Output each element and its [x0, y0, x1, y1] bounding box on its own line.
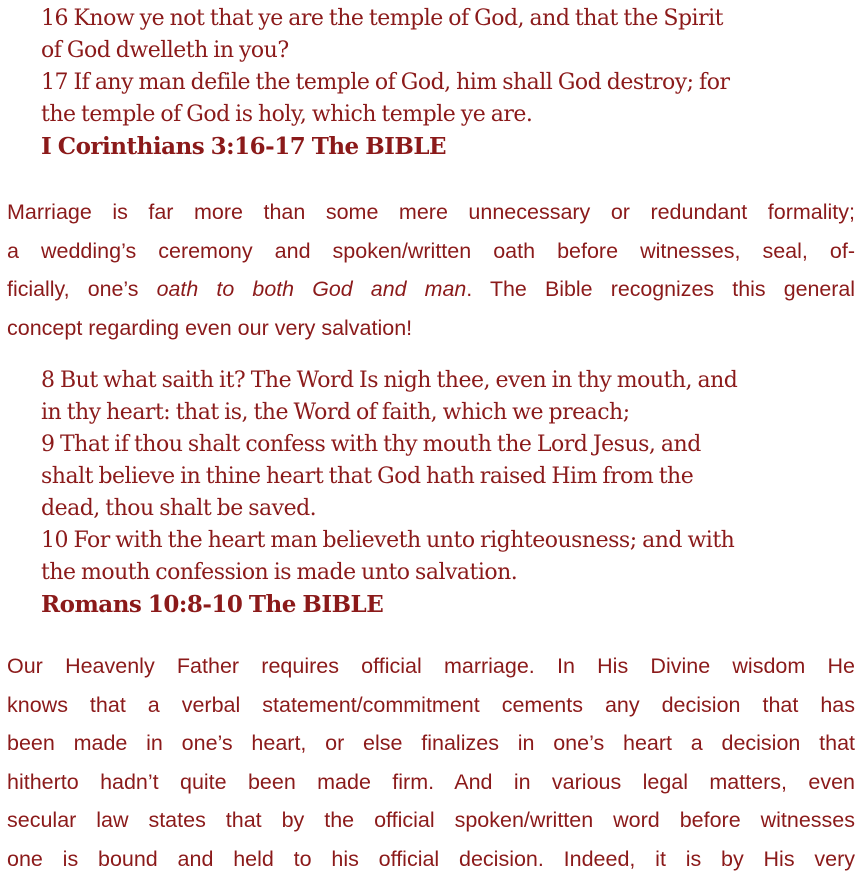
verse-line: shalt believe in thine heart that God hath raised Him from the	[41, 461, 841, 493]
verse-line: 10 For with the heart man believeth unto righteousness; and with	[41, 525, 841, 557]
verse-line: 9 That if thou shalt confess with thy mouth the Lord Jesus, and	[41, 429, 841, 461]
paragraph-line: Marriage is far more than some mere unnecessary or redundant formality;	[7, 193, 855, 232]
paragraph-line: concept regarding even our very salvation!	[7, 309, 855, 348]
paragraph-line: a wedding’s ceremony and spoken/written oath before witnesses, seal, of-	[7, 232, 855, 271]
scripture-quote-corinthians	[41, 3, 841, 163]
paragraph-line: been made in one’s heart, or else finalizes in one’s heart a decision that	[7, 724, 855, 763]
text-run: ficially, one’s	[7, 277, 157, 301]
paragraph-line: hitherto hadn’t quite been made firm. And in various legal matters, even	[7, 763, 855, 802]
paragraph-line: one is bound and held to his official decision. Indeed, it is by His very	[7, 840, 855, 878]
text-run: . The Bible recognizes this general	[466, 277, 855, 301]
paragraph-line: secular law states that by the official spoken/written word before witnesses	[7, 801, 855, 840]
verse-line: of God dwelleth in you?	[41, 35, 841, 67]
verse-line: 16 Know ye not that ye are the temple of God, and that the Spirit	[41, 3, 841, 35]
scripture-reference: Romans 10:8-10 The BIBLE	[41, 589, 841, 621]
paragraph-line: Our Heavenly Father requires official marriage. In His Divine wisdom He	[7, 647, 855, 686]
scripture-quote-romans	[41, 365, 841, 621]
paragraph-line	[7, 270, 855, 309]
scripture-reference: I Corinthians 3:16-17 The BIBLE	[41, 131, 841, 163]
verse-line: dead, thou shalt be saved.	[41, 493, 841, 525]
verse-line: 8 But what saith it? The Word Is nigh thee, even in thy mouth, and	[41, 365, 841, 397]
verse-line: 17 If any man defile the temple of God, him shall God destroy; for	[41, 67, 841, 99]
verse-line: the temple of God is holy, which temple ye are.	[41, 99, 841, 131]
paragraph-heavenly-father	[7, 647, 855, 878]
paragraph-marriage	[7, 193, 855, 347]
emphasis-text: oath to both God and man	[157, 277, 467, 301]
verse-line: the mouth confession is made unto salvation.	[41, 557, 841, 589]
verse-line: in thy heart: that is, the Word of faith, which we preach;	[41, 397, 841, 429]
paragraph-line: knows that a verbal statement/commitment cements any decision that has	[7, 686, 855, 725]
